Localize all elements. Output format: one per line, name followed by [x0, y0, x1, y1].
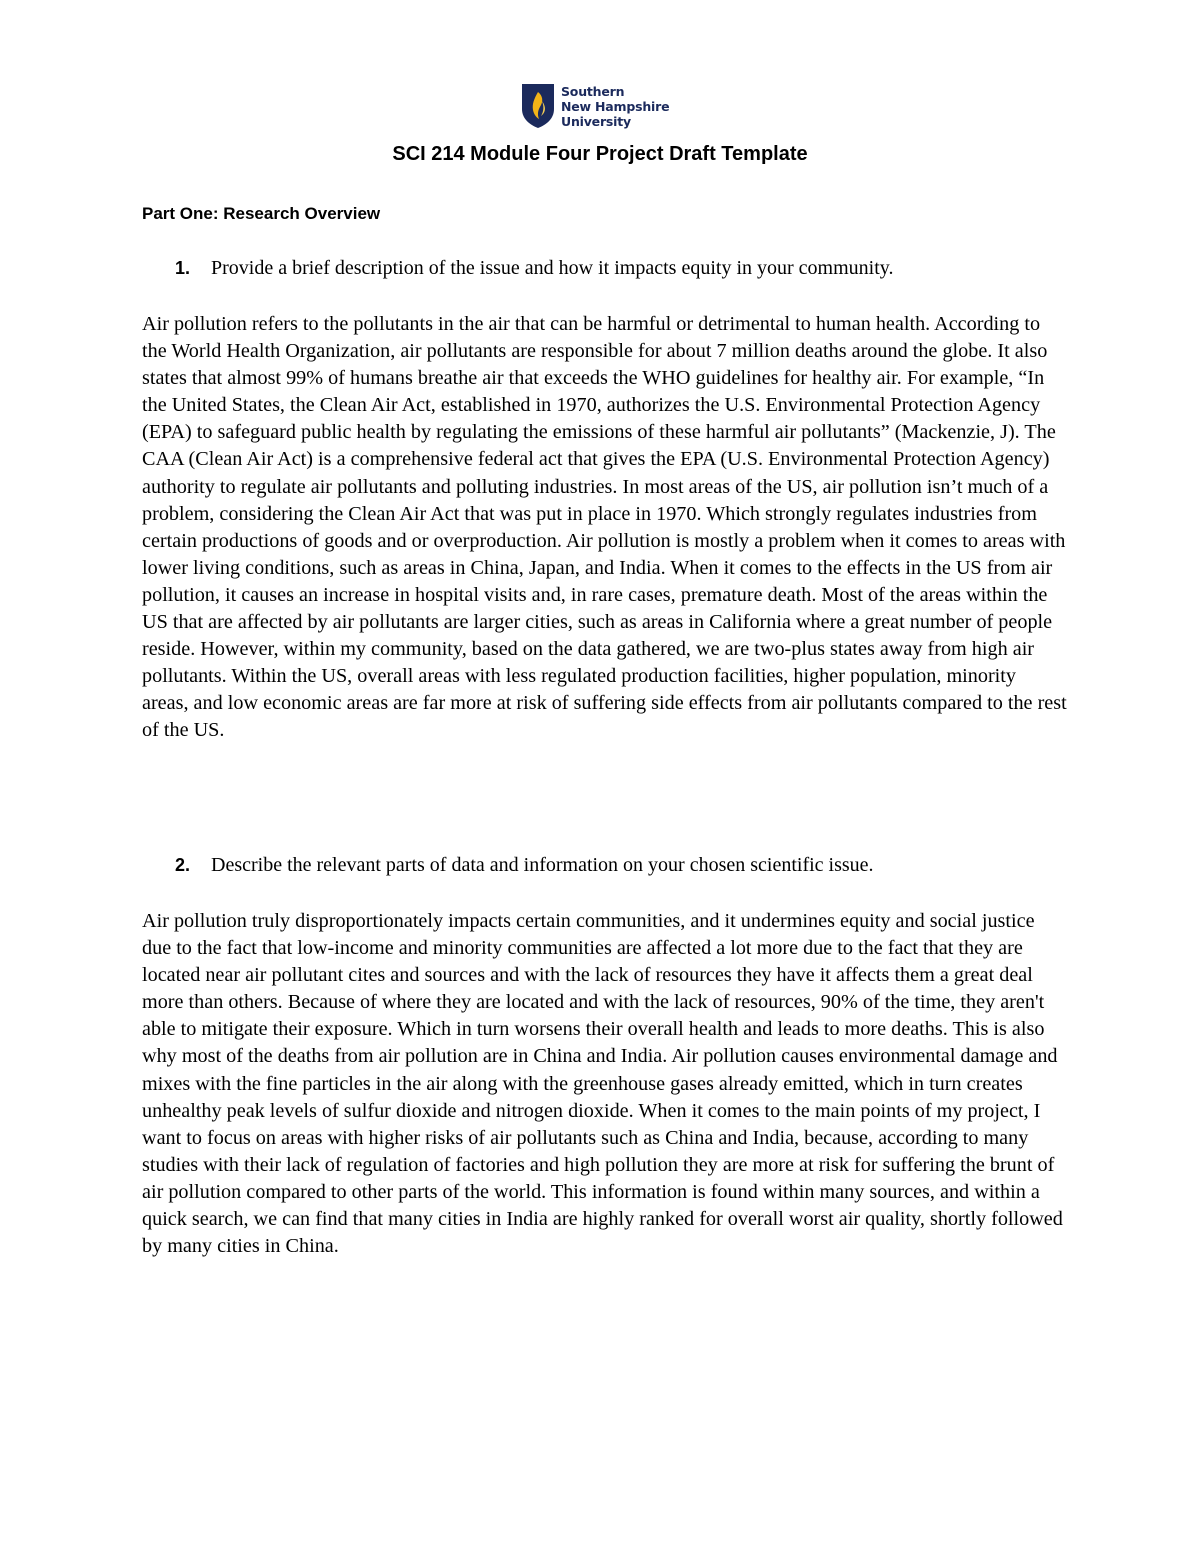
question-2 — [175, 854, 874, 877]
question-number: 1. — [175, 258, 191, 278]
answer-2: Air pollution truly disproportionately impacts certain communities, and it undermines equity and social justice due to the fact that low-income and minority communities are affected a lot more due to the fact that they are located near air pollutant cites and sources and with the lack of resources they have it affects them a great deal more than others. Because of where they are located and with the lack of resources, 90% of the time, they aren't able to mitigate their exposure. Which in turn worsens their overall health and leads to more deaths. This is also why most of the deaths from air pollution are in China and India. Air pollution causes environmental damage and mixes with the fine particles in the air along with the greenhouse gases already emitted, which in turn creates unhealthy peak levels of sulfur dioxide and nitrogen dioxide. When it comes to the main points of my project, I want to focus on areas with higher risks of air pollutants such as China and India, because, according to many studies with their lack of regulation of factories and high pollution they are more at risk for suffering the brunt of air pollution compared to other parts of the world. This information is found within many sources, and within a quick search, we can find that many cities in India are highly ranked for overall worst air quality, shortly followed by many cities in China. — [142, 910, 1063, 1258]
university-logo — [521, 83, 669, 129]
part-heading: Part One: Research Overview — [142, 204, 381, 223]
answer-1: Air pollution refers to the pollutants in the air that can be harmful or detrimental to human health. According to the World Health Organization, air pollutants are responsible for about 7 million deaths around the globe. It also states that almost 99% of humans breathe air that exceeds the WHO guidelines for healthy air. For example, “In the United States, the Clean Air Act, established in 1970, authorizes the U.S. Environmental Protection Agency (EPA) to safeguard public health by regulating the emissions of these harmful air pollutants” (Mackenzie, J). The CAA (Clean Air Act) is a comprehensive federal act that gives the EPA (U.S. Environmental Protection Agency) authority to regulate air pollutants and polluting industries. In most areas of the US, air pollution isn’t much of a problem, considering the Clean Air Act that was put in place in 1970. Which strongly regulates industries from certain productions of goods and or overproduction. Air pollution is mostly a problem when it comes to areas with lower living conditions, such as areas in China, Japan, and India. When it comes to the effects in the US from air pollution, it causes an increase in hospital visits and, in rare cases, premature death. Most of the areas within the US that are affected by air pollutants are larger cities, such as areas in California where a great number of people reside. However, within my community, based on the data gathered, we are two-plus states away from high air pollutants. Within the US, overall areas with less regulated production facilities, higher population, minority areas, and low economic areas are far more at risk of suffering side effects from air pollutants compared to the rest of the US. — [142, 313, 1067, 742]
logo-wordmark — [561, 84, 669, 129]
logo-line-southern: Southern — [561, 83, 625, 99]
document-title: SCI 214 Module Four Project Draft Template — [392, 143, 808, 165]
logo-line-new-hampshire: New Hampshire — [561, 98, 670, 114]
flame-shield-icon — [521, 83, 555, 129]
question-1 — [175, 257, 893, 280]
question-number: 2. — [175, 855, 191, 875]
logo-line-university: University — [561, 113, 631, 129]
question-text: Provide a brief description of the issue and how it impacts equity in your community. — [211, 257, 894, 279]
question-text: Describe the relevant parts of data and information on your chosen scientific issue. — [211, 854, 874, 876]
